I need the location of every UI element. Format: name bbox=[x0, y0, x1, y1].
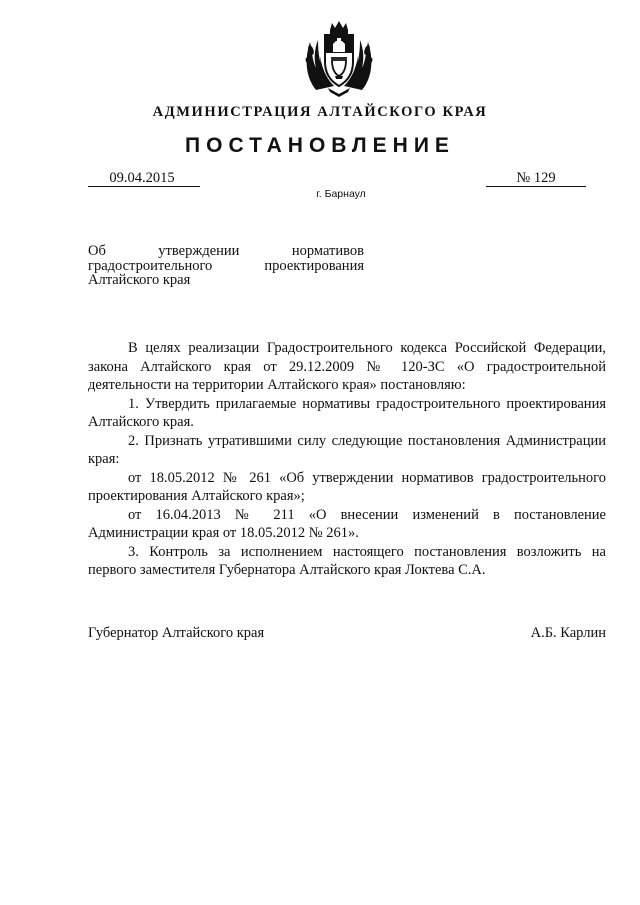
body-paragraph: от 18.05.2012 № 261 «Об утверждении нормативов градостроительного проектирования Алтайского края»; bbox=[88, 469, 606, 504]
document-body bbox=[88, 339, 606, 580]
document-subject bbox=[88, 244, 364, 288]
signatory-name: А.Б. Карлин bbox=[530, 625, 606, 641]
subject-text: Об утверждении нормативов градостроительного проектирования Алтайского края bbox=[88, 243, 364, 288]
document-date: 09.04.2015 bbox=[88, 170, 200, 187]
body-paragraph: от 16.04.2013 № 211 «О внесении изменений в постановление Администрации края от 18.05.2012 № 261». bbox=[88, 506, 606, 541]
document-number: № 129 bbox=[486, 170, 586, 187]
altai-krai-coat-of-arms-icon bbox=[302, 20, 376, 98]
signatory-title: Губернатор Алтайского края bbox=[88, 625, 265, 641]
body-paragraph: В целях реализации Градостроительного кодекса Российской Федерации, закона Алтайского края от 29.12.2009 № 120-ЗС «О градостроительной деятельности на территории Алтайского края» постановляю: bbox=[88, 340, 606, 393]
body-paragraph: 1. Утвердить прилагаемые нормативы градостроительного проектирования Алтайского края. bbox=[88, 395, 606, 430]
city-name: г. Барнаул bbox=[316, 188, 366, 200]
body-paragraph: 3. Контроль за исполнением настоящего постановления возложить на первого заместителя Губернатора Алтайского края Локтева С.А. bbox=[88, 543, 606, 578]
body-paragraph: 2. Признать утратившими силу следующие постановления Администрации края: bbox=[88, 432, 606, 467]
organization-name: АДМИНИСТРАЦИЯ АЛТАЙСКОГО КРАЯ bbox=[152, 104, 488, 120]
document-type: ПОСТАНОВЛЕНИЕ bbox=[185, 134, 455, 157]
